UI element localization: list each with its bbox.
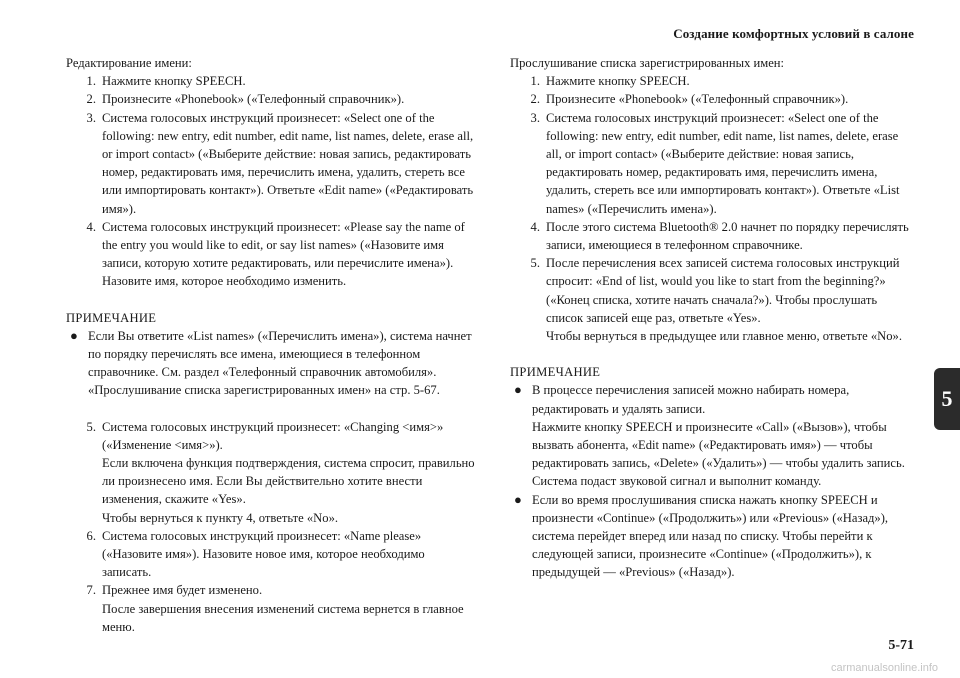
step-text: Нажмите кнопку SPEECH. [102,74,246,89]
list-item [66,418,476,527]
list-item [66,527,476,582]
note-heading: ПРИМЕЧАНИЕ [510,365,601,380]
step-text: Система голосовых инструкций произнесет: «Please say the name of the entry you would like to edit, or say list names» («Назовите имя записи, которую хотите редактировать, или перечислите имена»). Назовите имя, которое необходимо изменить. [102,219,465,289]
bullet-icon: ● [70,327,78,343]
step-text: Система голосовых инструкций произнесет: «Select one of the following: new entry, edit number, edit name, list names, delete, erase all, or import contact» («Выберите действие: новая запись, редактировать номер, редактировать имя, перечислить имена, удалить, стереть все или импортировать контакт»). Ответьте «Edit name» («Редактировать имя»). [102,110,474,216]
note-heading: ПРИМЕЧАНИЕ [66,310,157,325]
section-title-edit-name: Редактирование имени: [66,56,192,70]
step-text [546,254,914,345]
step-number: 4. [530,219,540,234]
step-line: Чтобы вернуться к пункту 4, ответьте «No». [102,510,339,525]
step-text: После этого система Bluetooth® 2.0 начнет по порядку перечислять записи, имеющиеся в телефонном справочнике. [546,219,909,253]
step-number: 1. [530,74,540,89]
step-number: 7. [86,583,96,598]
list-item [510,72,914,90]
step-number: 5. [86,419,96,434]
list-item [510,254,914,345]
step-line: После завершения внесения изменений система вернется в главное меню. [102,601,464,634]
step-number: 5. [530,256,540,271]
note-line: В процессе перечисления записей можно набирать номера, редактировать и удалять записи. [532,383,850,416]
bullet-icon: ● [514,382,522,398]
chapter-tab: 5 [934,368,960,430]
right-column [510,54,914,582]
list-item [66,90,476,108]
list-names-steps [510,72,914,345]
step-text: Произнесите «Phonebook» («Телефонный справочник»). [102,92,405,107]
list-item [510,109,914,218]
step-number: 3. [530,110,540,125]
note-text [532,381,914,490]
step-number: 3. [86,110,96,125]
step-line: Система голосовых инструкций произнесет: «Changing <имя>» («Изменение <имя>»). [102,419,444,452]
step-number: 2. [86,92,96,107]
list-item [66,109,476,218]
step-number: 4. [86,219,96,234]
bullet-icon: ● [514,491,522,507]
page-number: 5-71 [888,638,914,653]
list-item [66,218,476,291]
step-text: Произнесите «Phonebook» («Телефонный справочник»). [546,92,849,107]
step-number: 1. [86,74,96,89]
list-item [510,218,914,254]
note-item [510,381,914,490]
step-number: 2. [530,92,540,107]
step-line: После перечисления всех записей система голосовых инструкций спросит: «End of list, would you like to start from the beginning?» («Конец списка, хотите начать сначала?»). Чтобы прослушать список записей еще раз, ответьте «Yes». [546,256,900,325]
list-item [510,90,914,108]
step-text: Система голосовых инструкций произнесет: «Name please» («Назовите имя»). Назовите новое имя, которое необходимо записать. [102,528,425,580]
watermark: carmanualsonline.info [830,662,938,674]
edit-name-steps-continued [66,418,476,636]
note-item [510,491,914,582]
note-text: Если во время прослушивания списка нажать кнопку SPEECH и произнести «Continue» («Продолжить») или «Previous» («Назад»), система перейдет вперед или назад по списку. Чтобы перейти к следующей записи, произнесите «Continue» («Продолжить»), к предыдущей — «Previous» («Назад»). [532,492,889,580]
page-header-title: Создание комфортных условий в салоне [673,26,914,41]
note-text: Если Вы ответите «List names» («Перечислить имена»), система начнет по порядку перечислять все имена, имеющиеся в телефонном справочнике. См. раздел «Телефонный справочник автомобиля». «Прослушивание списка зарегистрированных имен» на стр. 5-67. [88,328,472,398]
edit-name-steps [66,72,476,290]
step-text: Система голосовых инструкций произнесет: «Select one of the following: new entry, edit number, edit name, list names, delete, erase all, or import contact» («Выберите действие: новая запись, редактировать номер, редактировать имя, перечислить имена, удалить, стереть все или импортировать контакт»). Ответьте «List names» («Перечислить имена»). [546,110,900,216]
step-text [102,418,476,527]
note-item [66,327,476,400]
step-line: Чтобы вернуться в предыдущее или главное меню, ответьте «No». [546,329,902,344]
section-title-list-names: Прослушивание списка зарегистрированных имен: [510,56,785,70]
list-item [66,72,476,90]
step-text: Нажмите кнопку SPEECH. [546,74,690,89]
step-text [102,581,476,636]
list-item [66,581,476,636]
step-line: Прежнее имя будет изменено. [102,583,263,598]
note-line: Нажмите кнопку SPEECH и произнесите «Call» («Вызов»), чтобы вызвать абонента, «Edit name» («Редактировать имя») — чтобы редактировать запись, «Delete» («Удалить») — чтобы удалить запись. [532,419,905,471]
note-line: Система подаст звуковой сигнал и выполнит команду. [532,474,822,489]
step-line: Если включена функция подтверждения, система спросит, правильно ли произнесено имя. Если Вы действительно хотите внести изменения, скажите «Yes». [102,456,475,507]
left-column [66,54,476,636]
step-number: 6. [86,528,96,543]
